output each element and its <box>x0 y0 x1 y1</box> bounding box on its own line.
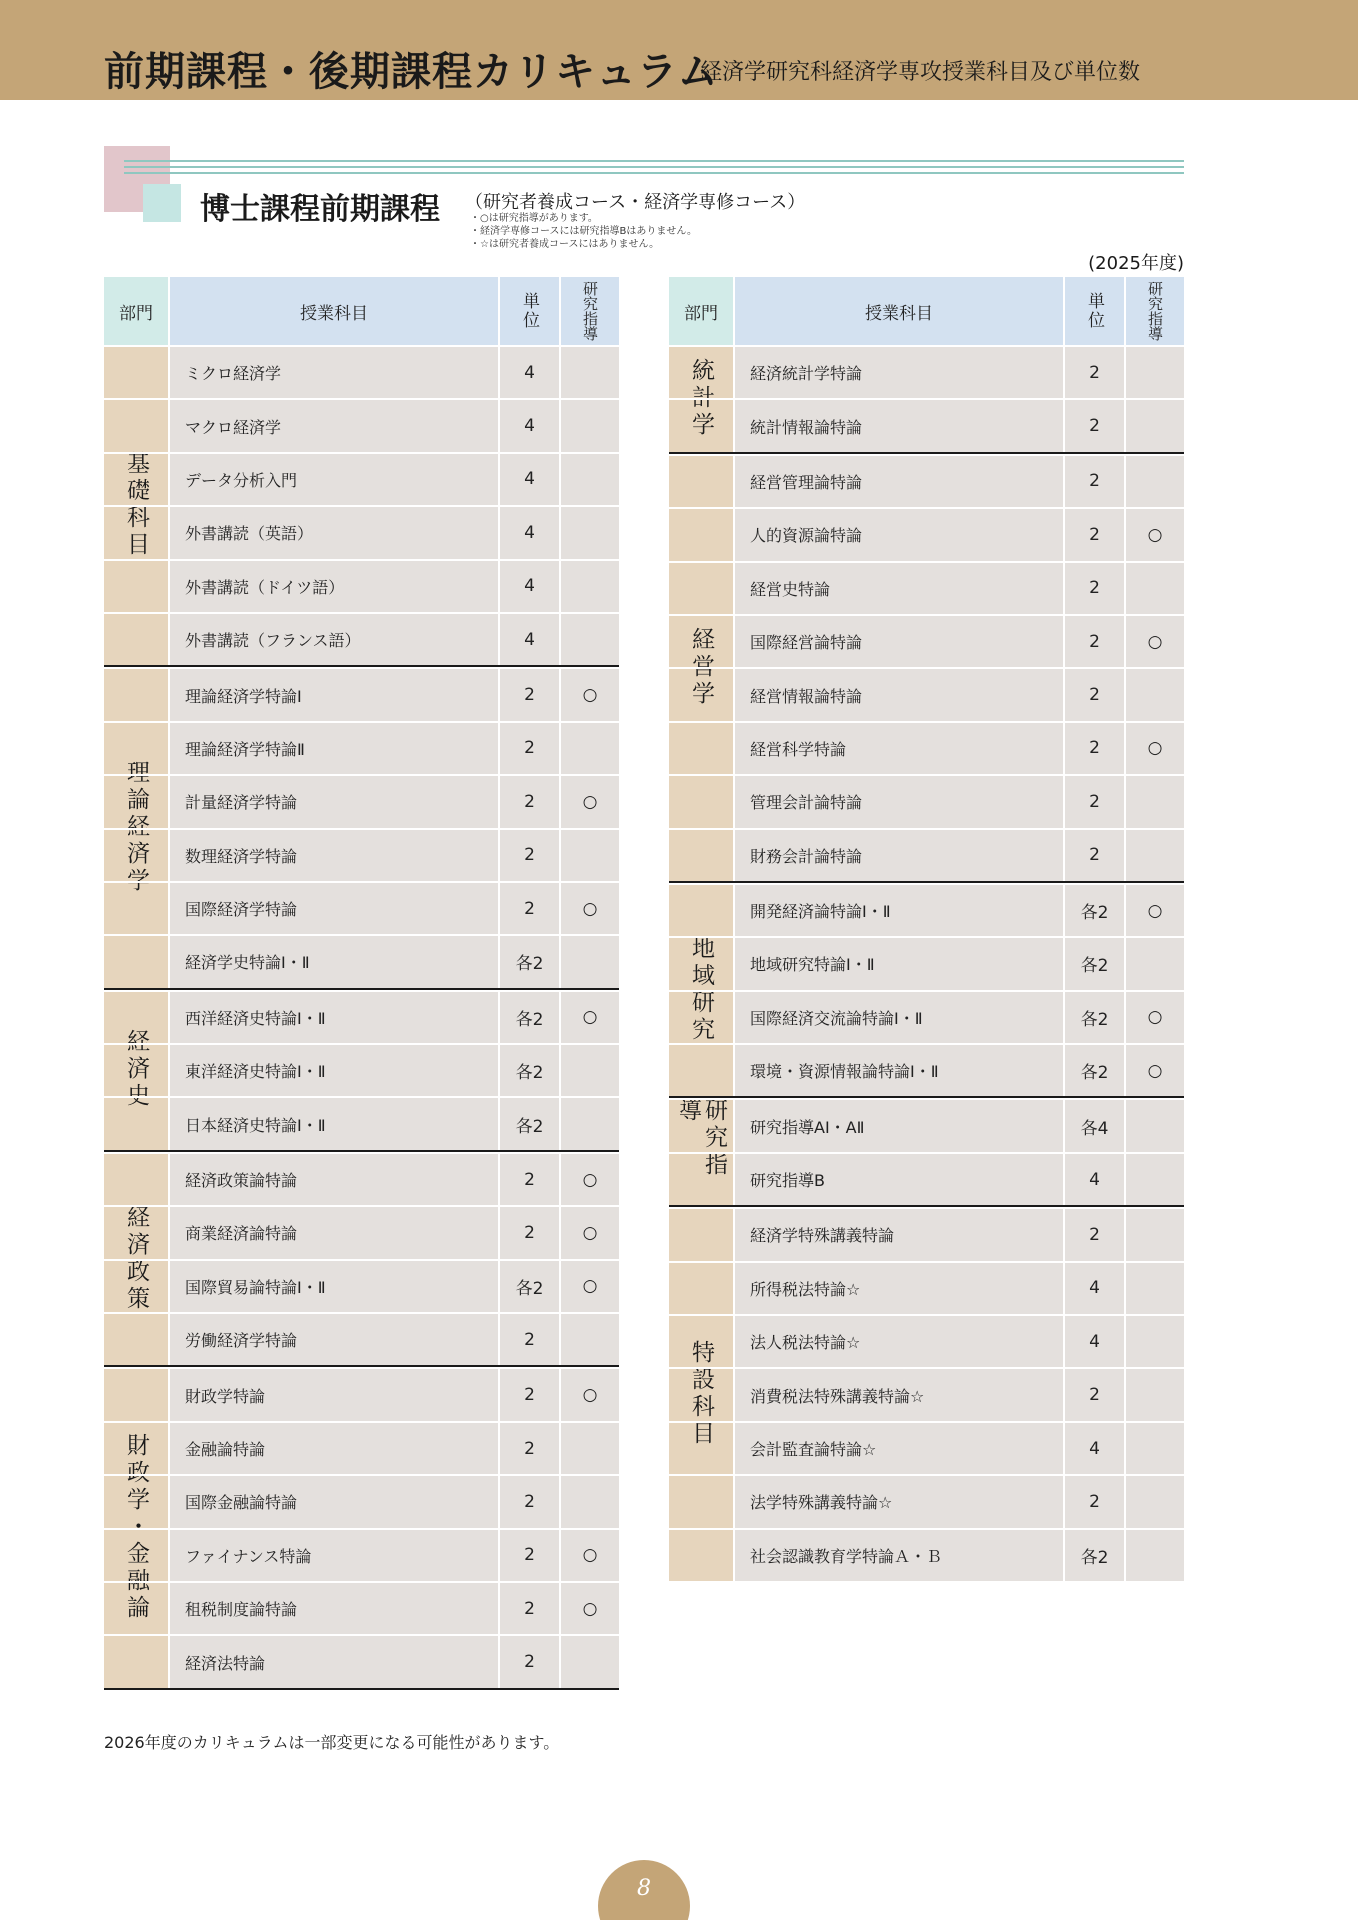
research-mark <box>561 454 619 505</box>
course-name: 商業経済論特論 <box>170 1207 498 1258</box>
department-label: 基礎科目 <box>123 451 149 560</box>
section-subtitle: （研究者養成コース・経済学専修コース） <box>465 192 806 213</box>
credit-value: 4 <box>500 454 559 505</box>
credit-value: 2 <box>1065 347 1124 398</box>
research-mark <box>1126 1209 1184 1260</box>
table-row <box>104 612 619 665</box>
department-label: 財政学・金融論 <box>123 1433 149 1623</box>
course-name: 国際経済学特論 <box>170 883 498 934</box>
credit-value: 2 <box>500 1369 559 1420</box>
research-mark <box>561 1423 619 1474</box>
credit-value: 4 <box>500 507 559 558</box>
credit-value: 各2 <box>500 1098 559 1149</box>
credit-value: 2 <box>500 1636 559 1687</box>
table-row <box>104 1474 619 1527</box>
research-mark <box>561 561 619 612</box>
credit-value: 2 <box>1065 1209 1124 1260</box>
course-name: 国際金融論特論 <box>170 1476 498 1527</box>
course-name: 所得税法特論☆ <box>735 1263 1063 1314</box>
table-row <box>104 721 619 774</box>
department-group <box>104 345 619 665</box>
course-name: 数理経済学特論 <box>170 830 498 881</box>
table-row <box>104 1581 619 1634</box>
credit-value: 4 <box>500 614 559 665</box>
table-row <box>669 1474 1184 1527</box>
course-name: 研究指導B <box>735 1154 1063 1205</box>
table-row <box>669 454 1184 507</box>
table-row <box>104 1259 619 1312</box>
table-row <box>669 507 1184 560</box>
credit-value: 4 <box>500 400 559 451</box>
table-header <box>104 277 619 345</box>
table-row <box>104 1096 619 1149</box>
department-group <box>669 881 1184 1097</box>
section-title: 博士課程前期課程 <box>200 192 440 227</box>
course-name: 財務会計論特論 <box>735 830 1063 881</box>
credit-value: 2 <box>1065 776 1124 827</box>
table-row <box>104 881 619 934</box>
course-name: 経済学特殊講義特論 <box>735 1209 1063 1260</box>
research-mark: ○ <box>561 1207 619 1258</box>
credit-value: 各2 <box>1065 1045 1124 1096</box>
course-name: 法学特殊講義特論☆ <box>735 1476 1063 1527</box>
page-subtitle: 経済学研究科経済学専攻授業科目及び単位数 <box>700 60 1141 85</box>
credit-value: 2 <box>500 1154 559 1205</box>
department-label: 研究指導 <box>675 1098 727 1180</box>
department-label: 地域研究 <box>688 935 714 1044</box>
course-name: 理論経済学特論Ⅱ <box>170 723 498 774</box>
research-mark <box>1126 400 1184 451</box>
credit-value: 2 <box>1065 563 1124 614</box>
table-row <box>669 828 1184 881</box>
curriculum-table-left <box>104 277 619 1690</box>
course-name: 国際経営論特論 <box>735 616 1063 667</box>
column-header-dept: 部門 <box>669 277 733 345</box>
research-mark: ○ <box>1126 885 1184 936</box>
table-row <box>104 452 619 505</box>
research-mark: ○ <box>561 992 619 1043</box>
research-mark: ○ <box>561 1530 619 1581</box>
course-name: 統計情報論特論 <box>735 400 1063 451</box>
credit-value: 各2 <box>1065 992 1124 1043</box>
research-mark <box>561 936 619 987</box>
credit-value: 4 <box>1065 1316 1124 1367</box>
course-name: 外書講読（英語） <box>170 507 498 558</box>
course-name: 経営史特論 <box>735 563 1063 614</box>
table-row <box>669 1421 1184 1474</box>
note: ・経済学専修コースには研究指導Bはありません。 <box>470 226 697 237</box>
research-mark <box>1126 1369 1184 1420</box>
credit-value: 4 <box>1065 1263 1124 1314</box>
table-row <box>669 1367 1184 1420</box>
course-name: 経済統計学特論 <box>735 347 1063 398</box>
research-mark <box>1126 563 1184 614</box>
curriculum-table-right <box>669 277 1184 1581</box>
table-row <box>104 990 619 1043</box>
department-group <box>104 1365 619 1687</box>
course-name: 経営科学特論 <box>735 723 1063 774</box>
table-row <box>669 1528 1184 1581</box>
credit-value: 2 <box>500 1207 559 1258</box>
credit-value: 各2 <box>500 1261 559 1312</box>
column-header-course: 授業科目 <box>735 277 1063 345</box>
research-mark <box>1126 1423 1184 1474</box>
column-header-research: 研究指導 <box>561 277 619 345</box>
course-name: 管理会計論特論 <box>735 776 1063 827</box>
table-bottom-rule <box>104 1688 619 1690</box>
course-name: 国際経済交流論特論Ⅰ・Ⅱ <box>735 992 1063 1043</box>
course-name: 経済学史特論Ⅰ・Ⅱ <box>170 936 498 987</box>
research-mark: ○ <box>561 883 619 934</box>
credit-value: 2 <box>500 669 559 720</box>
research-mark <box>561 1636 619 1687</box>
credit-value: 2 <box>500 1423 559 1474</box>
research-mark: ○ <box>1126 509 1184 560</box>
credit-value: 4 <box>500 561 559 612</box>
course-name: ファイナンス特論 <box>170 1530 498 1581</box>
research-mark <box>561 1098 619 1149</box>
course-name: 外書講読（ドイツ語） <box>170 561 498 612</box>
credit-value: 各2 <box>500 1045 559 1096</box>
department-label: 経営学 <box>688 626 714 708</box>
department-group <box>669 1205 1184 1581</box>
column-header-research: 研究指導 <box>1126 277 1184 345</box>
table-row <box>104 774 619 827</box>
course-name: 研究指導AⅠ・AⅡ <box>735 1100 1063 1151</box>
research-mark <box>1126 1476 1184 1527</box>
research-mark <box>561 723 619 774</box>
table-row <box>104 1421 619 1474</box>
course-name: 日本経済史特論Ⅰ・Ⅱ <box>170 1098 498 1149</box>
department-label: 経済史 <box>123 1029 149 1111</box>
research-mark: ○ <box>561 669 619 720</box>
credit-value: 2 <box>1065 456 1124 507</box>
credit-value: 2 <box>500 883 559 934</box>
course-name: 国際貿易論特論Ⅰ・Ⅱ <box>170 1261 498 1312</box>
table-row <box>669 614 1184 667</box>
course-name: 経営管理論特論 <box>735 456 1063 507</box>
footer-note: 2026年度のカリキュラムは一部変更になる可能性があります。 <box>104 1733 560 1752</box>
research-mark <box>561 347 619 398</box>
credit-value: 2 <box>1065 1369 1124 1420</box>
note: ・○は研究指導があります。 <box>470 213 598 224</box>
column-header-dept: 部門 <box>104 277 168 345</box>
decor-line <box>124 172 1184 174</box>
credit-value: 2 <box>1065 830 1124 881</box>
research-mark <box>561 1476 619 1527</box>
research-mark: ○ <box>1126 1045 1184 1096</box>
research-mark <box>1126 347 1184 398</box>
credit-value: 4 <box>1065 1423 1124 1474</box>
course-name: 人的資源論特論 <box>735 509 1063 560</box>
table-row <box>104 828 619 881</box>
table-row <box>104 1152 619 1205</box>
course-name: 経済政策論特論 <box>170 1154 498 1205</box>
credit-value: 2 <box>500 1583 559 1634</box>
department-label: 統計学 <box>688 357 714 439</box>
research-mark <box>1126 1316 1184 1367</box>
course-name: 理論経済学特論Ⅰ <box>170 669 498 720</box>
course-name: 経済法特論 <box>170 1636 498 1687</box>
course-name: マクロ経済学 <box>170 400 498 451</box>
table-row <box>669 667 1184 720</box>
research-mark <box>561 830 619 881</box>
table-row <box>669 990 1184 1043</box>
research-mark <box>1126 830 1184 881</box>
table-row <box>104 1043 619 1096</box>
column-header-credits: 単位 <box>1065 277 1124 345</box>
credit-value: 2 <box>1065 616 1124 667</box>
table-row <box>104 934 619 987</box>
course-name: 消費税法特殊講義特論☆ <box>735 1369 1063 1420</box>
course-name: 財政学特論 <box>170 1369 498 1420</box>
research-mark <box>561 507 619 558</box>
department-label: 理論経済学 <box>123 760 149 896</box>
table-row <box>104 667 619 720</box>
credit-value: 2 <box>500 1530 559 1581</box>
course-name: 西洋経済史特論Ⅰ・Ⅱ <box>170 992 498 1043</box>
table-row <box>669 1098 1184 1151</box>
research-mark <box>1126 776 1184 827</box>
credit-value: 2 <box>500 1314 559 1365</box>
department-group <box>669 345 1184 452</box>
table-row <box>104 1528 619 1581</box>
credit-value: 2 <box>1065 669 1124 720</box>
credit-value: 各2 <box>1065 1530 1124 1581</box>
table-row <box>669 1207 1184 1260</box>
credit-value: 各2 <box>500 992 559 1043</box>
research-mark <box>1126 456 1184 507</box>
course-name: 計量経済学特論 <box>170 776 498 827</box>
department-label: 経済政策 <box>123 1204 149 1313</box>
table-row <box>104 345 619 398</box>
department-group <box>669 1096 1184 1205</box>
decor-line <box>124 166 1184 168</box>
credit-value: 各2 <box>1065 885 1124 936</box>
research-mark <box>1126 938 1184 989</box>
table-row <box>669 936 1184 989</box>
table-row <box>669 398 1184 451</box>
course-name: 外書講読（フランス語） <box>170 614 498 665</box>
credit-value: 2 <box>1065 1476 1124 1527</box>
table-row <box>104 1205 619 1258</box>
table-row <box>104 559 619 612</box>
research-mark: ○ <box>1126 616 1184 667</box>
course-name: 開発経済論特論Ⅰ・Ⅱ <box>735 885 1063 936</box>
table-body <box>104 345 619 1688</box>
research-mark <box>1126 1263 1184 1314</box>
course-name: 経営情報論特論 <box>735 669 1063 720</box>
table-row <box>669 1043 1184 1096</box>
table-row <box>669 1152 1184 1205</box>
credit-value: 2 <box>1065 723 1124 774</box>
research-mark: ○ <box>561 776 619 827</box>
research-mark: ○ <box>561 1583 619 1634</box>
credit-value: 各2 <box>1065 938 1124 989</box>
research-mark <box>561 1314 619 1365</box>
table-row <box>669 774 1184 827</box>
credit-value: 4 <box>1065 1154 1124 1205</box>
credit-value: 4 <box>500 347 559 398</box>
research-mark <box>561 614 619 665</box>
year-label: (2025年度) <box>1088 253 1184 274</box>
department-group <box>104 988 619 1150</box>
decor-square-teal <box>143 184 181 222</box>
page-title: 前期課程・後期課程カリキュラム <box>104 49 719 95</box>
table-row <box>669 883 1184 936</box>
credit-value: 2 <box>500 830 559 881</box>
course-name: 東洋経済史特論Ⅰ・Ⅱ <box>170 1045 498 1096</box>
table-row <box>104 1312 619 1365</box>
research-mark <box>1126 1154 1184 1205</box>
table-row <box>104 398 619 451</box>
credit-value: 2 <box>500 776 559 827</box>
research-mark <box>1126 1100 1184 1151</box>
course-name: 租税制度論特論 <box>170 1583 498 1634</box>
department-group <box>669 452 1184 881</box>
column-header-credits: 単位 <box>500 277 559 345</box>
course-name: 会計監査論特論☆ <box>735 1423 1063 1474</box>
table-row <box>669 1261 1184 1314</box>
credit-value: 2 <box>500 1476 559 1527</box>
department-label: 特設科目 <box>688 1340 714 1449</box>
credit-value: 各2 <box>500 936 559 987</box>
table-row <box>669 721 1184 774</box>
research-mark: ○ <box>1126 723 1184 774</box>
note: ・☆は研究者養成コースにはありません。 <box>470 239 660 250</box>
credit-value: 各4 <box>1065 1100 1124 1151</box>
table-row <box>104 1634 619 1687</box>
table-row <box>104 505 619 558</box>
table-row <box>104 1367 619 1420</box>
column-header-course: 授業科目 <box>170 277 498 345</box>
course-name: データ分析入門 <box>170 454 498 505</box>
course-name: 社会認識教育学特論Ａ・Ｂ <box>735 1530 1063 1581</box>
course-name: ミクロ経済学 <box>170 347 498 398</box>
research-mark: ○ <box>561 1154 619 1205</box>
department-group <box>104 665 619 987</box>
credit-value: 2 <box>1065 509 1124 560</box>
course-name: 地域研究特論Ⅰ・Ⅱ <box>735 938 1063 989</box>
course-name: 労働経済学特論 <box>170 1314 498 1365</box>
course-name: 環境・資源情報論特論Ⅰ・Ⅱ <box>735 1045 1063 1096</box>
research-mark <box>561 1045 619 1096</box>
table-row <box>669 561 1184 614</box>
department-group <box>104 1150 619 1366</box>
credit-value: 2 <box>1065 400 1124 451</box>
table-body <box>669 345 1184 1581</box>
course-name: 法人税法特論☆ <box>735 1316 1063 1367</box>
page-number: 8 <box>637 1876 651 1901</box>
research-mark <box>1126 1530 1184 1581</box>
research-mark <box>561 400 619 451</box>
notes <box>470 212 697 251</box>
research-mark <box>1126 669 1184 720</box>
decor-line <box>124 160 1184 162</box>
table-row <box>669 1314 1184 1367</box>
credit-value: 2 <box>500 723 559 774</box>
research-mark: ○ <box>1126 992 1184 1043</box>
research-mark: ○ <box>561 1369 619 1420</box>
course-name: 金融論特論 <box>170 1423 498 1474</box>
table-header <box>669 277 1184 345</box>
table-row <box>669 345 1184 398</box>
research-mark: ○ <box>561 1261 619 1312</box>
